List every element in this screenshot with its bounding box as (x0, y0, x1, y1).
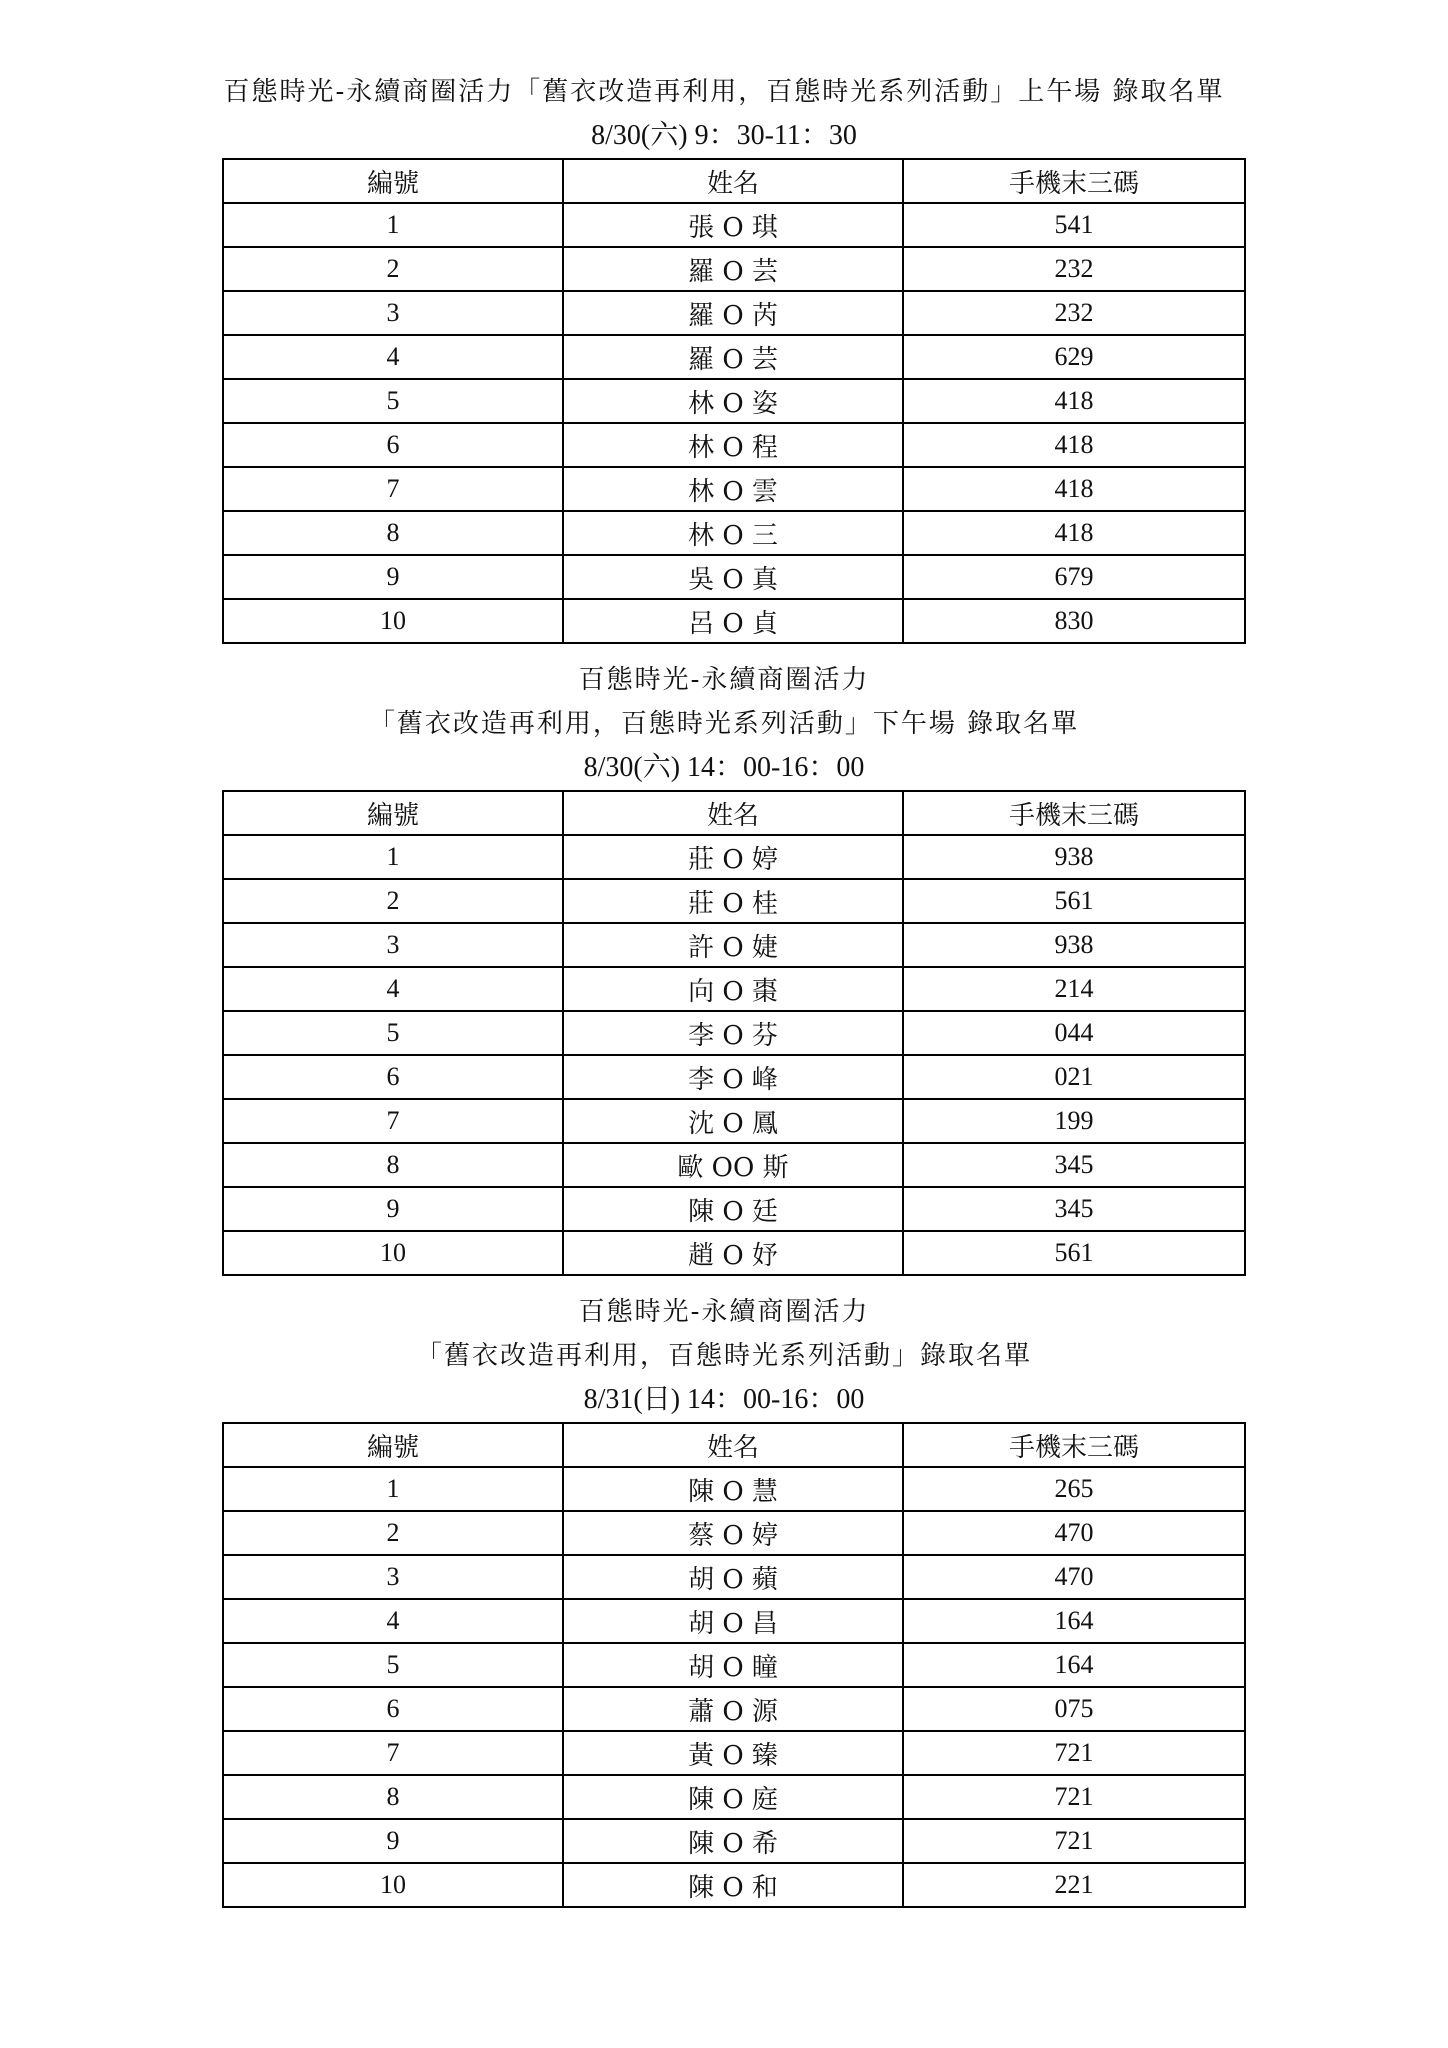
cell-phone: 721 (903, 1775, 1245, 1819)
table-row (223, 1819, 1245, 1863)
cell-name: 陳 O 慧 (563, 1467, 903, 1511)
cell-phone: 164 (903, 1643, 1245, 1687)
header-name: 姓名 (563, 159, 903, 203)
cell-phone: 232 (903, 291, 1245, 335)
session-2-title-line-2: 「舊衣改造再利用，百態時光系列活動」下午場 錄取名單 (368, 709, 1080, 739)
session-1-title: 百態時光-永續商圈活力「舊衣改造再利用，百態時光系列活動」上午場 錄取名單 (223, 77, 1225, 107)
cell-name: 陳 O 廷 (563, 1187, 903, 1231)
cell-name: 蔡 O 婷 (563, 1511, 903, 1555)
cell-phone: 418 (903, 379, 1245, 423)
cell-name: 向 O 棗 (563, 967, 903, 1011)
table-row (223, 1863, 1245, 1907)
table-header-row (223, 791, 1245, 835)
cell-name: 許 O 婕 (563, 923, 903, 967)
table-row (223, 379, 1245, 423)
cell-number: 6 (223, 1687, 563, 1731)
cell-number: 3 (223, 291, 563, 335)
cell-name: 林 O 三 (563, 511, 903, 555)
table-row (223, 423, 1245, 467)
cell-name: 呂 O 貞 (563, 599, 903, 643)
cell-name: 林 O 雲 (563, 467, 903, 511)
cell-number: 2 (223, 247, 563, 291)
cell-name: 黃 O 臻 (563, 1731, 903, 1775)
cell-name: 沈 O 鳳 (563, 1099, 903, 1143)
table-row (223, 1187, 1245, 1231)
header-number: 編號 (223, 1423, 563, 1467)
cell-phone: 470 (903, 1511, 1245, 1555)
table-row (223, 967, 1245, 1011)
cell-name: 羅 O 芸 (563, 247, 903, 291)
header-name: 姓名 (563, 1423, 903, 1467)
cell-phone: 418 (903, 423, 1245, 467)
cell-number: 5 (223, 1011, 563, 1055)
cell-number: 10 (223, 1863, 563, 1907)
cell-number: 1 (223, 1467, 563, 1511)
header-name: 姓名 (563, 791, 903, 835)
cell-phone: 232 (903, 247, 1245, 291)
table-row (223, 1687, 1245, 1731)
cell-number: 1 (223, 203, 563, 247)
header-phone: 手機末三碼 (903, 159, 1245, 203)
cell-phone: 214 (903, 967, 1245, 1011)
table-row (223, 1511, 1245, 1555)
session-2-date: 8/30(六) 14：00-16：00 (583, 752, 865, 783)
cell-number: 7 (223, 1099, 563, 1143)
table-row (223, 923, 1245, 967)
cell-phone: 221 (903, 1863, 1245, 1907)
table-row (223, 1599, 1245, 1643)
cell-name: 趙 O 妤 (563, 1231, 903, 1275)
table-row (223, 599, 1245, 643)
session-1-table (222, 158, 1246, 644)
table-row (223, 335, 1245, 379)
session-3-title-line-1: 百態時光-永續商圈活力 (578, 1297, 870, 1327)
table-row (223, 1643, 1245, 1687)
table-row (223, 1143, 1245, 1187)
cell-phone: 345 (903, 1143, 1245, 1187)
cell-name: 林 O 姿 (563, 379, 903, 423)
cell-number: 3 (223, 923, 563, 967)
cell-number: 9 (223, 1187, 563, 1231)
cell-name: 李 O 芬 (563, 1011, 903, 1055)
cell-phone: 418 (903, 467, 1245, 511)
cell-number: 3 (223, 1555, 563, 1599)
session-2-title-line-1: 百態時光-永續商圈活力 (578, 665, 870, 695)
table-row (223, 879, 1245, 923)
cell-phone: 938 (903, 923, 1245, 967)
cell-number: 4 (223, 335, 563, 379)
cell-name: 蕭 O 源 (563, 1687, 903, 1731)
cell-name: 李 O 峰 (563, 1055, 903, 1099)
cell-number: 9 (223, 555, 563, 599)
cell-phone: 164 (903, 1599, 1245, 1643)
cell-number: 8 (223, 511, 563, 555)
cell-phone: 830 (903, 599, 1245, 643)
table-row (223, 467, 1245, 511)
cell-number: 5 (223, 1643, 563, 1687)
cell-phone: 629 (903, 335, 1245, 379)
cell-name: 陳 O 希 (563, 1819, 903, 1863)
header-number: 編號 (223, 791, 563, 835)
table-row (223, 1011, 1245, 1055)
cell-number: 10 (223, 1231, 563, 1275)
cell-phone: 021 (903, 1055, 1245, 1099)
table-row (223, 1775, 1245, 1819)
table-row (223, 1467, 1245, 1511)
cell-phone: 541 (903, 203, 1245, 247)
header-phone: 手機末三碼 (903, 1423, 1245, 1467)
cell-number: 9 (223, 1819, 563, 1863)
cell-name: 林 O 程 (563, 423, 903, 467)
session-3-title-line-2: 「舊衣改造再利用，百態時光系列活動」錄取名單 (415, 1341, 1032, 1371)
cell-number: 8 (223, 1143, 563, 1187)
cell-phone: 470 (903, 1555, 1245, 1599)
cell-number: 10 (223, 599, 563, 643)
session-3-table (222, 1422, 1246, 1908)
cell-number: 7 (223, 467, 563, 511)
cell-number: 1 (223, 835, 563, 879)
cell-number: 8 (223, 1775, 563, 1819)
cell-phone: 721 (903, 1819, 1245, 1863)
cell-name: 羅 O 芮 (563, 291, 903, 335)
table-row (223, 1555, 1245, 1599)
table-row (223, 291, 1245, 335)
session-2-table (222, 790, 1246, 1276)
cell-phone: 721 (903, 1731, 1245, 1775)
session-1-date: 8/30(六) 9：30-11：30 (591, 120, 857, 151)
header-number: 編號 (223, 159, 563, 203)
cell-number: 4 (223, 1599, 563, 1643)
cell-number: 6 (223, 1055, 563, 1099)
cell-phone: 044 (903, 1011, 1245, 1055)
cell-name: 張 O 琪 (563, 203, 903, 247)
cell-phone: 265 (903, 1467, 1245, 1511)
cell-number: 2 (223, 1511, 563, 1555)
cell-phone: 679 (903, 555, 1245, 599)
cell-name: 胡 O 瞳 (563, 1643, 903, 1687)
table-row (223, 247, 1245, 291)
cell-number: 6 (223, 423, 563, 467)
cell-name: 莊 O 婷 (563, 835, 903, 879)
cell-phone: 561 (903, 879, 1245, 923)
table-row (223, 1731, 1245, 1775)
cell-phone: 938 (903, 835, 1245, 879)
cell-number: 5 (223, 379, 563, 423)
table-row (223, 1055, 1245, 1099)
cell-phone: 345 (903, 1187, 1245, 1231)
table-row (223, 1099, 1245, 1143)
cell-phone: 561 (903, 1231, 1245, 1275)
cell-phone: 199 (903, 1099, 1245, 1143)
cell-name: 胡 O 蘋 (563, 1555, 903, 1599)
table-row (223, 1231, 1245, 1275)
cell-phone: 075 (903, 1687, 1245, 1731)
table-row (223, 511, 1245, 555)
table-row (223, 835, 1245, 879)
cell-name: 歐 OO 斯 (563, 1143, 903, 1187)
cell-number: 2 (223, 879, 563, 923)
table-header-row (223, 1423, 1245, 1467)
cell-name: 莊 O 桂 (563, 879, 903, 923)
table-row (223, 203, 1245, 247)
table-header-row (223, 159, 1245, 203)
cell-phone: 418 (903, 511, 1245, 555)
table-row (223, 555, 1245, 599)
cell-name: 胡 O 昌 (563, 1599, 903, 1643)
session-3-date: 8/31(日) 14：00-16：00 (583, 1384, 865, 1415)
cell-name: 陳 O 和 (563, 1863, 903, 1907)
cell-name: 吳 O 真 (563, 555, 903, 599)
cell-name: 陳 O 庭 (563, 1775, 903, 1819)
cell-name: 羅 O 芸 (563, 335, 903, 379)
cell-number: 7 (223, 1731, 563, 1775)
header-phone: 手機末三碼 (903, 791, 1245, 835)
cell-number: 4 (223, 967, 563, 1011)
